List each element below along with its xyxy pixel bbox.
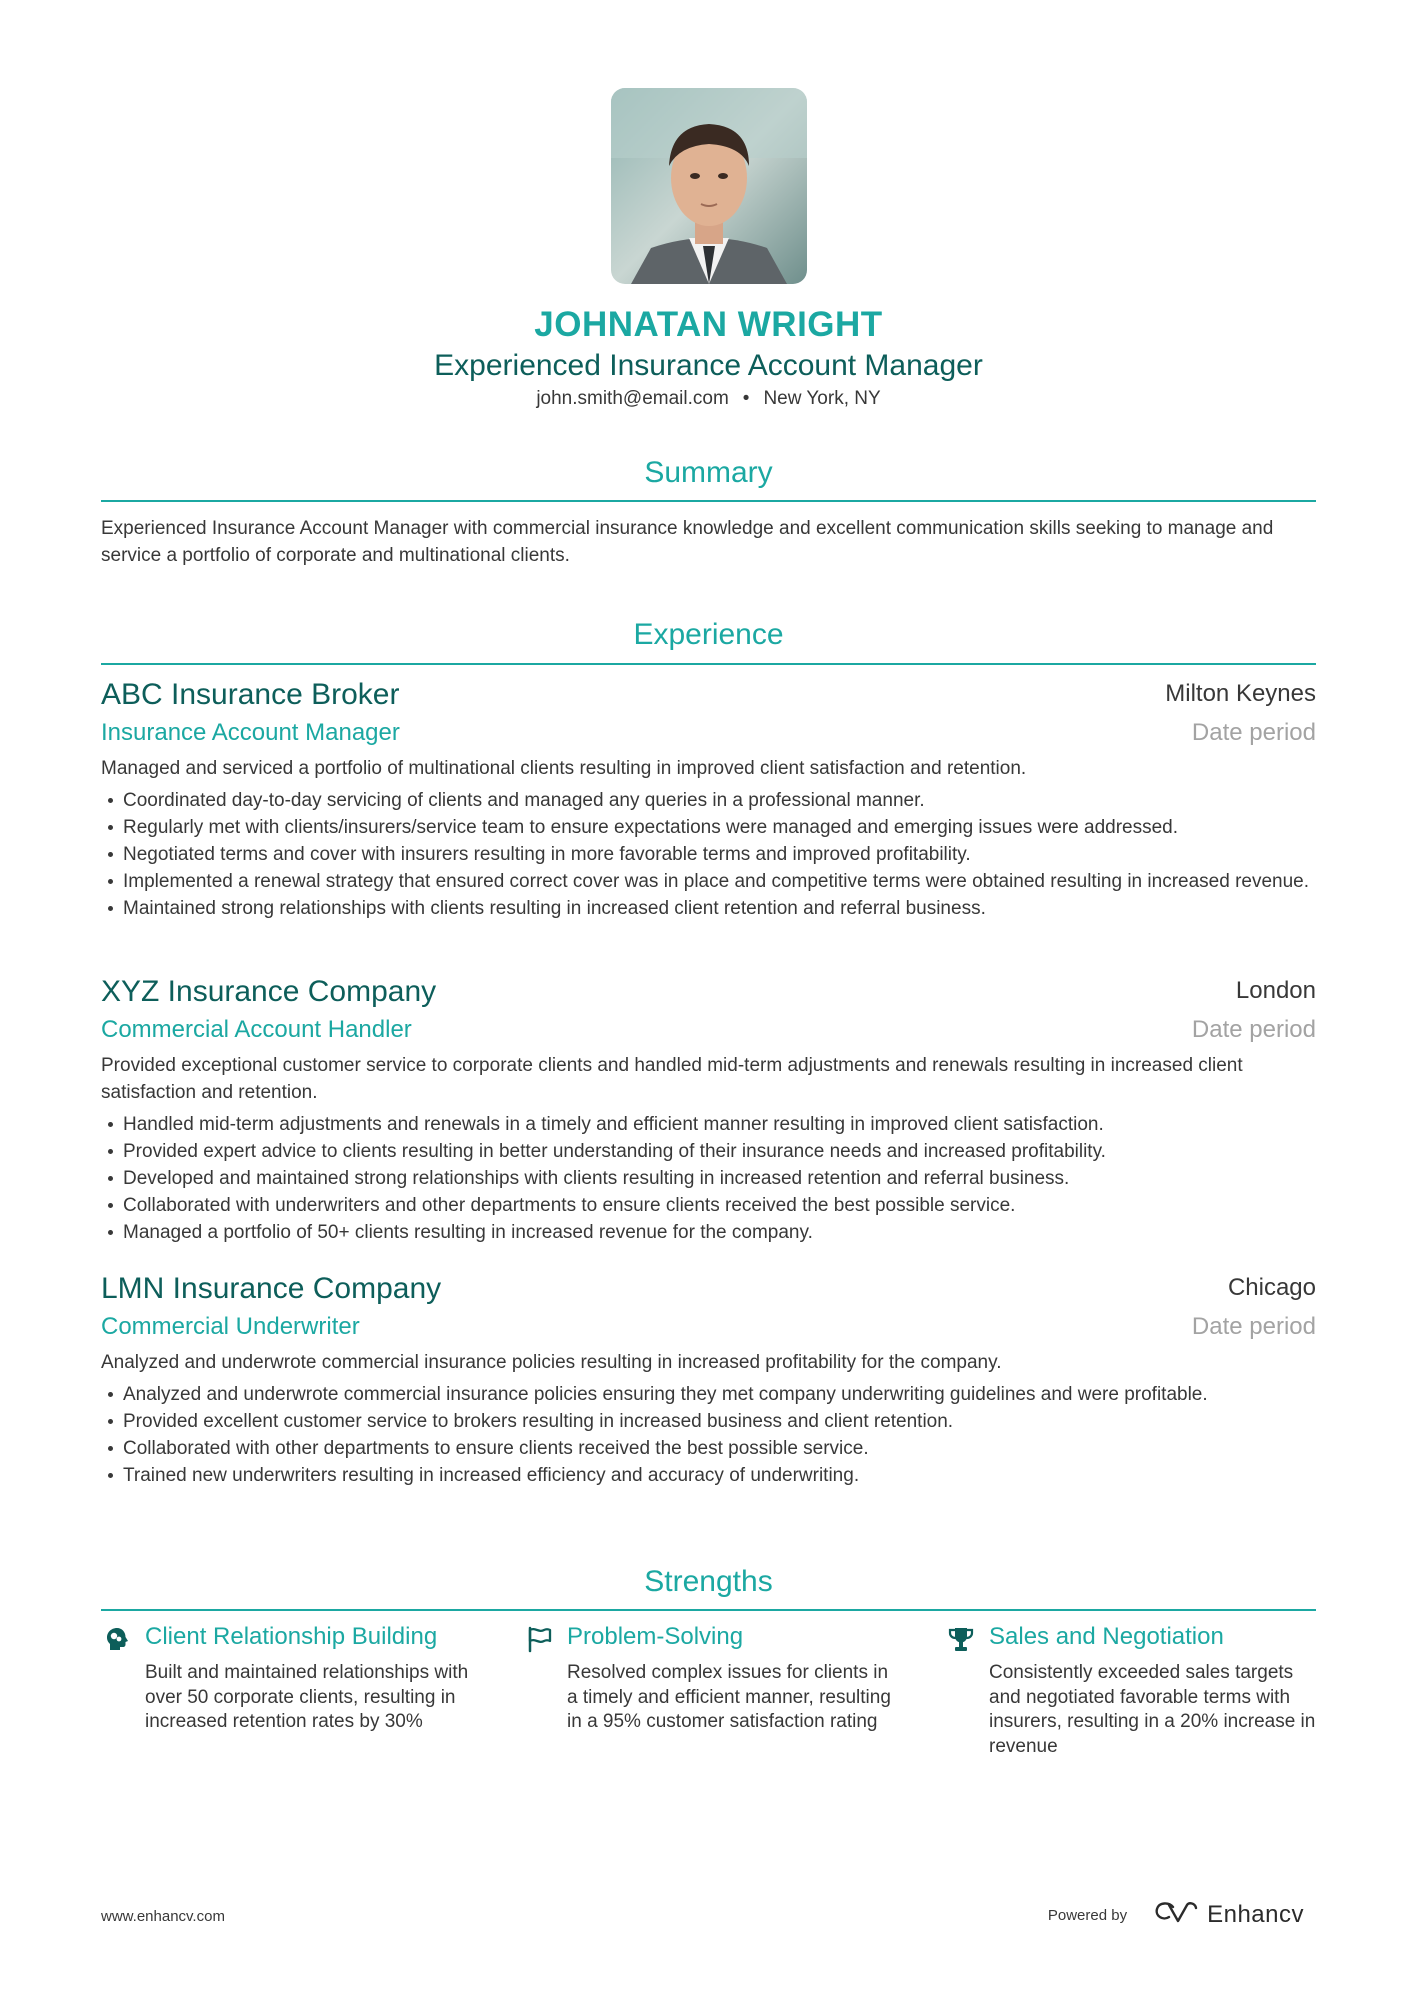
summary-text: Experienced Insurance Account Manager with commercial insurance knowledge and excellent communication skills seeking to manage and service a portfolio of corporate and multinational clients. bbox=[101, 518, 1274, 566]
list-item: Regularly met with clients/insurers/service team to ensure expectations were managed and emerging issues were addressed. bbox=[101, 814, 1316, 841]
summary-heading: Summary bbox=[644, 456, 773, 489]
profile-photo bbox=[611, 88, 807, 284]
job-location: London bbox=[1235, 977, 1316, 1004]
list-item: Negotiated terms and cover with insurers resulting in more favorable terms and improved profitability. bbox=[101, 841, 1316, 868]
job-company: LMN Insurance Company bbox=[101, 1272, 442, 1305]
list-item: Collaborated with underwriters and other departments to ensure clients received the best possible service. bbox=[101, 1192, 1316, 1219]
list-item: Developed and maintained strong relationships with clients resulting in increased retention and referral business. bbox=[101, 1165, 1316, 1192]
job-role: Commercial Underwriter bbox=[101, 1313, 360, 1340]
list-item: Managed a portfolio of 50+ clients resulting in increased revenue for the company. bbox=[101, 1219, 1316, 1246]
job-summary: Provided exceptional customer service to corporate clients and handled mid-term adjustments and renewals resulting in increased client satisfaction and retention. bbox=[101, 1055, 1243, 1103]
list-item: Provided expert advice to clients resulting in better understanding of their insurance needs and increased profitability. bbox=[101, 1138, 1316, 1165]
job-location: Milton Keynes bbox=[1165, 680, 1316, 707]
strength-title: Client Relationship Building bbox=[145, 1623, 438, 1650]
list-item: Coordinated day-to-day servicing of clients and managed any queries in a professional manner. bbox=[101, 787, 1316, 814]
list-item: Collaborated with other departments to ensure clients received the best possible service. bbox=[101, 1435, 1316, 1462]
list-item: Trained new underwriters resulting in increased efficiency and accuracy of underwriting. bbox=[101, 1462, 1316, 1489]
job-role: Commercial Account Handler bbox=[101, 1016, 412, 1043]
email[interactable]: john.smith@email.com bbox=[536, 388, 729, 409]
footer-branding bbox=[1048, 1900, 1304, 1930]
footer-website[interactable]: www.enhancv.com bbox=[101, 1908, 225, 1925]
location: New York, NY bbox=[763, 388, 881, 409]
list-item: Handled mid-term adjustments and renewals in a timely and efficient manner resulting in improved client satisfaction. bbox=[101, 1111, 1316, 1138]
strength-description: Consistently exceeded sales targets and negotiated favorable terms with insurers, resulting in a 20% increase in revenue bbox=[989, 1662, 1316, 1757]
job-summary: Analyzed and underwrote commercial insurance policies resulting in increased profitability for the company. bbox=[101, 1352, 1002, 1373]
strength-description: Built and maintained relationships with over 50 corporate clients, resulting in increased retention rates by 30% bbox=[145, 1662, 469, 1732]
job-date: Date period bbox=[1191, 1313, 1316, 1340]
list-item: Implemented a renewal strategy that ensured correct cover was in place and competitive terms were obtained resulting in increased revenue. bbox=[101, 868, 1316, 895]
strengths-divider bbox=[101, 1609, 1316, 1611]
trophy-icon bbox=[947, 1625, 975, 1653]
job-location: Chicago bbox=[1227, 1274, 1316, 1301]
experience-heading: Experience bbox=[633, 618, 784, 651]
job-date: Date period bbox=[1191, 1016, 1316, 1043]
brand-name[interactable]: Enhancv bbox=[1207, 1901, 1304, 1928]
candidate-name: JOHNATAN WRIGHT bbox=[534, 305, 883, 344]
powered-by-label: Powered by bbox=[1047, 1906, 1128, 1924]
job-date: Date period bbox=[1191, 719, 1316, 746]
list-item: Maintained strong relationships with clients resulting in increased client retention and referral business. bbox=[101, 895, 1316, 922]
candidate-headline: Experienced Insurance Account Manager bbox=[434, 349, 983, 382]
contact-line bbox=[101, 388, 1316, 410]
list-item: Provided excellent customer service to brokers resulting in increased business and client retention. bbox=[101, 1408, 1316, 1435]
experience-divider bbox=[101, 663, 1316, 665]
job-summary: Managed and serviced a portfolio of multinational clients resulting in improved client satisfaction and retention. bbox=[101, 758, 1027, 779]
list-item: Analyzed and underwrote commercial insurance policies ensuring they met company underwriting guidelines and were profitable. bbox=[101, 1381, 1316, 1408]
job-company: ABC Insurance Broker bbox=[101, 678, 400, 711]
job-bullets bbox=[101, 1381, 1316, 1489]
job-role: Insurance Account Manager bbox=[101, 719, 400, 746]
contact-separator: • bbox=[742, 388, 750, 409]
resume-page bbox=[101, 0, 1316, 1995]
enhancv-logo-icon bbox=[1153, 1901, 1199, 1930]
job-bullets bbox=[101, 787, 1316, 922]
flag-icon bbox=[525, 1625, 553, 1653]
summary-divider bbox=[101, 500, 1316, 502]
strength-title: Problem-Solving bbox=[567, 1623, 744, 1650]
strength-title: Sales and Negotiation bbox=[989, 1623, 1224, 1650]
strengths-heading: Strengths bbox=[644, 1565, 773, 1598]
job-bullets bbox=[101, 1111, 1316, 1246]
job-company: XYZ Insurance Company bbox=[101, 975, 437, 1008]
head-icon bbox=[103, 1625, 131, 1653]
strength-description: Resolved complex issues for clients in a timely and efficient manner, resulting in a 95% customer satisfaction rating bbox=[567, 1662, 891, 1732]
